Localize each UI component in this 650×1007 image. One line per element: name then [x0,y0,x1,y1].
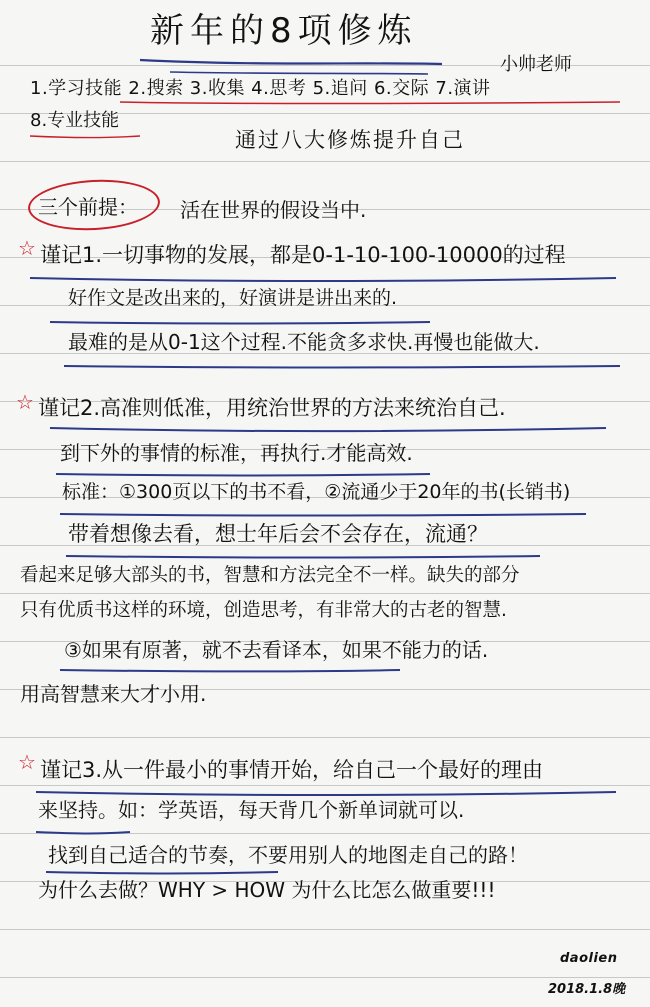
sec2-underline-4 [66,556,540,558]
skills-red-underline [120,102,620,104]
star-icon: ☆ [16,390,34,414]
section2-line5: 看起来足够大部头的书，智慧和方法完全不一样。缺失的部分 [20,565,520,586]
section2-line7: ③如果有原著，就不去看译本，如果不能力的话. [64,638,489,662]
premise-label: 三个前提： [38,195,138,219]
section2-line2: 到下外的事情的标准，再执行.才能高效. [60,441,413,465]
skills-list-line-2: 8.专业技能 [30,110,120,131]
section1-line1: 谨记1.一切事物的发展，都是0-1-10-100-10000的过程 [40,243,566,267]
skills-red-underline-2 [30,136,140,138]
sec2-underline-1 [50,428,606,431]
sec2-underline-3 [60,514,586,516]
section2-line1: 谨记2.高准则低准，用统治世界的方法来统治自己. [38,396,506,420]
sec3-underline-2 [36,832,130,834]
sec2-underline-5 [60,670,400,672]
title-underline [140,60,442,64]
section1-line3: 最难的是从0-1这个过程.不能贪多求快.再慢也能做大. [68,330,540,354]
section3-line4: 为什么去做？WHY > HOW 为什么比怎么做重要!!! [38,878,496,902]
star-icon: ☆ [18,236,36,260]
section3-line3: 找到自己适合的节奏，不要用别人的地图走自己的路！ [48,843,528,867]
sec3-underline-1 [36,792,616,795]
section2-line3: 标准：①300页以下的书不看，②流通少于20年的书(长销书) [62,481,571,503]
sec1-underline-2 [50,322,430,324]
page-title: 新年的8项修炼 [150,11,418,51]
star-icon: ☆ [18,750,36,774]
section2-line6: 只有优质书这样的环境，创造思考，有非常大的古老的智慧. [20,600,507,621]
section2-line4: 带着想像去看，想士年后会不会存在，流通？ [68,522,488,546]
section3-line2: 来坚持。如：学英语，每天背几个新单词就可以. [38,798,465,822]
summary-line: 通过八大修炼提升自己 [235,128,465,152]
sec1-underline-1 [30,278,616,281]
sec3-underline-3 [46,872,278,874]
section2-line8: 用高智慧来大才小用. [20,682,207,706]
sec1-underline-3 [64,366,620,368]
brand-mark: daolien [560,951,618,966]
date-stamp: 2018.1.8晚 [548,982,626,997]
sec2-underline-2 [56,474,430,476]
author-name: 小帅老师 [500,54,572,75]
title-underline-2 [170,72,428,74]
section1-line2: 好作文是改出来的，好演讲是讲出来的. [68,287,398,309]
section3-line1: 谨记3.从一件最小的事情开始，给自己一个最好的理由 [40,758,544,782]
skills-list-line-1: 1.学习技能 2.搜索 3.收集 4.思考 5.追问 6.交际 7.演讲 [30,78,491,99]
premise-text: 活在世界的假设当中. [180,198,367,222]
